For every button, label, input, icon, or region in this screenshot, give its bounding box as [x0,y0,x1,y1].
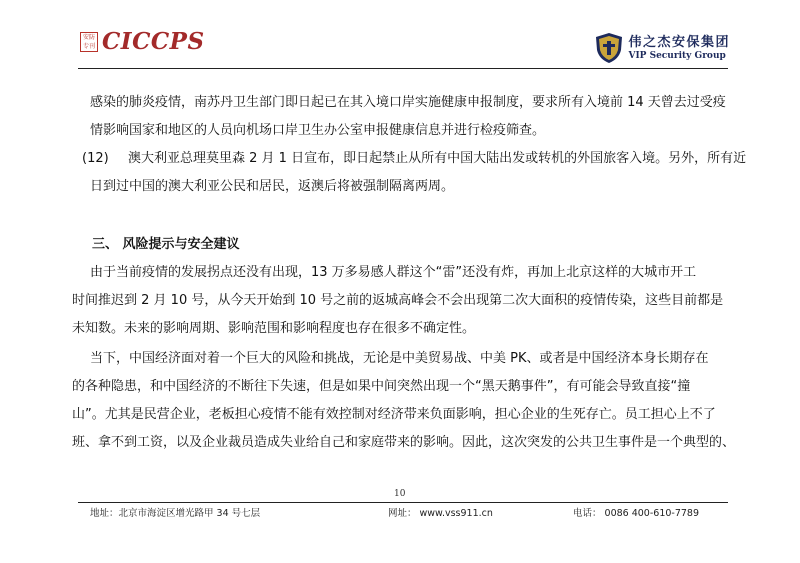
group-name-en: VIP Security Group [628,50,726,61]
body-line: 的各种隐患，和中国经济的不断往下失速，但是如果中间突然出现一个“黑天鹅事件”，有可能会导致直接“撞 [72,379,691,394]
body-line: 由于当前疫情的发展拐点还没有出现，13 万多易感人群这个“雷”还没有炸，再加上北京这样的大城市开工 [90,265,697,280]
footer-divider [78,502,728,503]
group-name-cn: 伟之杰安保集团 [628,34,730,50]
header-divider [78,68,728,69]
body-line: 未知数。未来的影响周期、影响范围和影响程度也存在很多不确定性。 [72,321,476,336]
item-number: (12) [82,151,109,166]
body-line: 情影响国家和地区的人员向机场口岸卫生办公室申报健康信息并进行检疫筛查。 [90,123,546,138]
seal-logo: 安防 专刊 [80,32,98,52]
body-line: 时间推迟到 2 月 10 号，从今天开始到 10 号之前的返城高峰会不会出现第二次大面积的疫情传染，这些目前都是 [72,293,724,308]
section-heading: 三、 风险提示与安全建议 [92,237,240,252]
page-number: 10 [394,489,406,499]
footer-website: 网址： www.vss911.cn [388,508,493,519]
ciccps-logo-text: CICCPS [102,28,205,55]
body-line: 当下，中国经济面对着一个巨大的风险和挑战，无论是中美贸易战、中美 PK、或者是中国经济本身长期存在 [90,351,709,366]
body-line: 山”。尤其是民营企业，老板担心疫情不能有效控制对经济带来负面影响，担心企业的生死存亡。员工担心上不了 [72,407,716,422]
footer-address: 地址：北京市海淀区增光路甲 34 号七层 [90,508,261,519]
body-line: 澳大利亚总理莫里森 2 月 1 日宣布，即日起禁止从所有中国大陆出发或转机的外国旅客入境。另外，所有近 [128,151,747,166]
header-right-logo [594,32,730,64]
shield-icon [594,32,624,64]
body-line: 日到过中国的澳大利亚公民和居民，返澳后将被强制隔离两周。 [90,179,455,194]
body-line: 感染的肺炎疫情，南苏丹卫生部门即日起已在其入境口岸实施健康申报制度，要求所有入境前 14 天曾去过受疫 [90,95,726,110]
header-left-logo [80,28,205,55]
body-line: 班、拿不到工资，以及企业裁员造成失业给自己和家庭带来的影响。因此，这次突发的公共卫生事件是一个典型的、 [72,435,736,450]
footer-phone: 电话： 0086 400-610-7789 [573,508,700,519]
